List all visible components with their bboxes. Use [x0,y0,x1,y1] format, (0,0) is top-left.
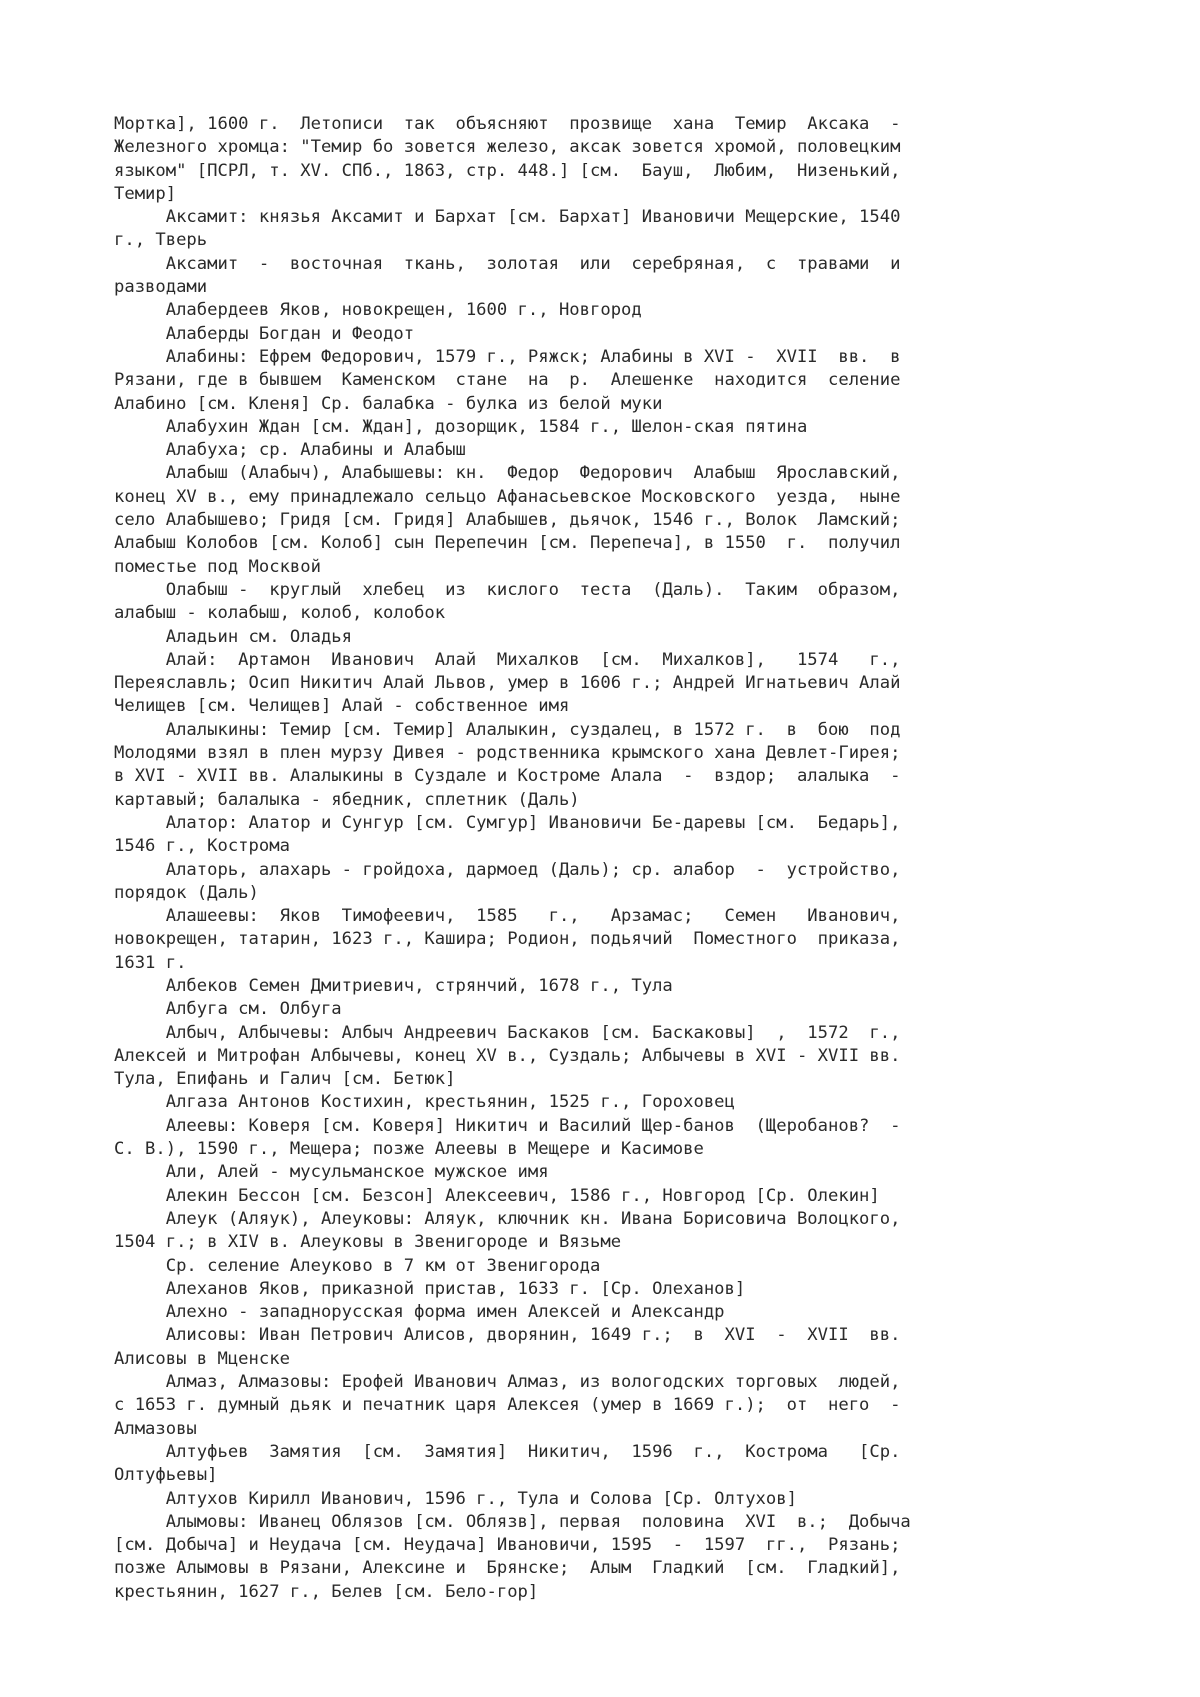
text-line: Али, Алей - мусульманское мужское имя [114,1162,549,1183]
text-line: Алай: Артамон Иванович Алай Михалков [см. Михалков], 1574 г., [114,649,901,670]
text-line: конец XV в., ему принадлежало сельцо Афанасьевское Московского уезда, ныне [114,486,901,507]
text-line: алабыш - колабыш, колоб, колобок [114,603,446,624]
text-line: Алабины: Ефрем Федорович, 1579 г., Ряжск; Алабины в XVI - XVII вв. в [114,346,901,367]
text-line: Алеевы: Коверя [см. Коверя] Никитич и Василий Щер-банов (Щеробанов? - [114,1115,901,1136]
text-line: Алтуфьев Замятия [см. Замятия] Никитич, 1596 г., Кострома [Ср. [114,1441,901,1462]
document-text [114,113,1114,1604]
text-line: Аксамит: князья Аксамит и Бархат [см. Бархат] Ивановичи Мещерские, 1540 [114,207,901,228]
text-line: Алехно - западнорусская форма имен Алексей и Александр [114,1302,725,1323]
text-line: позже Алымовы в Рязани, Алексине и Брянске; Алым Гладкий [см. Гладкий], [114,1558,901,1579]
text-line: Олтуфьевы] [114,1465,218,1486]
text-line: разводами [114,277,208,298]
text-line: Алымовы: Иванец Облязов [см. Облязв], первая половина XVI в.; Добыча [114,1511,911,1532]
text-line: Албуга см. Олбуга [114,999,342,1020]
text-line: Алтухов Кирилл Иванович, 1596 г., Тула и Солова [Ср. Олтухов] [114,1488,797,1509]
text-line: в XVI - XVII вв. Алалыкины в Суздале и Костроме Алала - вздор; алалыка - [114,766,901,787]
text-line: Алашеевы: Яков Тимофеевич, 1585 г., Арзамас; Семен Иванович, [114,906,901,927]
text-line: С. В.), 1590 г., Мещера; позже Алеевы в Мещере и Касимове [114,1139,704,1160]
text-line: порядок (Даль) [114,882,259,903]
text-line: Аладьин см. Оладья [114,626,352,647]
text-line: Алекин Бессон [см. Безсон] Алексеевич, 1586 г., Новгород [Ср. Олекин] [114,1185,880,1206]
text-line: Рязани, где в бывшем Каменском стане на р. Алешенке находится селение [114,370,901,391]
text-line: Переяславль; Осип Никитич Алай Львов, умер в 1606 г.; Андрей Игнатьевич Алай [114,673,901,694]
text-line: Алалыкины: Темир [см. Темир] Алалыкин, суздалец, в 1572 г. в бою под [114,719,901,740]
text-line: поместье под Москвой [114,556,321,577]
text-line: картавый; балалыка - ябедник, сплетник (Даль) [114,789,580,810]
text-line: 1546 г., Кострома [114,836,290,857]
text-line: Ср. селение Алеуково в 7 км от Звенигорода [114,1255,601,1276]
text-line: Алабыш Колобов [см. Колоб] сын Перепечин [см. Перепеча], в 1550 г. получил [114,533,901,554]
text-line: Албеков Семен Дмитриевич, стрянчий, 1678 г., Тула [114,975,673,996]
text-line: новокрещен, татарин, 1623 г., Кашира; Родион, подьячий Поместного приказа, [114,929,901,950]
text-line: Албыч, Албычевы: Албыч Андреевич Баскаков [см. Баскаковы] , 1572 г., [114,1022,901,1043]
text-line: Алгаза Антонов Костихин, крестьянин, 1525 г., Гороховец [114,1092,735,1113]
text-line: Алаторь, алахарь - гройдоха, дармоед (Даль); ср. алабор - устройство, [114,859,901,880]
text-line: Мортка], 1600 г. Летописи так объясняют прозвище хана Темир Аксака - [114,114,901,134]
text-line: Тула, Епифань и Галич [см. Бетюк] [114,1069,456,1090]
text-line: [см. Добыча] и Неудача [см. Неудача] Ивановичи, 1595 - 1597 гг., Рязань; [114,1535,901,1556]
text-line: Железного хромца: "Темир бо зовется железо, аксак зовется хромой, половецким [114,137,901,158]
text-line: Олабыш - круглый хлебец из кислого теста (Даль). Таким образом, [114,579,901,600]
text-line: Алабуха; ср. Алабины и Алабыш [114,440,466,461]
text-line: 1504 г.; в XIV в. Алеуковы в Звенигороде и Вязьме [114,1232,622,1253]
text-line: г., Тверь [114,230,208,251]
text-line: Алабино [см. Кленя] Ср. балабка - булка из белой муки [114,393,663,414]
text-line: Алабыш (Алабыч), Алабышевы: кн. Федор Федорович Алабыш Ярославский, [114,463,901,484]
text-line: Аксамит - восточная ткань, золотая или серебряная, с травами и [114,253,901,274]
text-line: языком" [ПСРЛ, т. XV. СПб., 1863, стр. 448.] [см. Бауш, Любим, Низенький, [114,160,901,181]
text-line: Молодями взял в плен мурзу Дивея - родственника крымского хана Девлет-Гирея; [114,743,901,764]
text-line: Алмазовы [114,1418,197,1439]
text-line: Алексей и Митрофан Албычевы, конец XV в., Суздаль; Албычевы в XVI - XVII вв. [114,1045,901,1066]
text-line: село Алабышево; Гридя [см. Гридя] Алабышев, дьячок, 1546 г., Волок Ламский; [114,510,901,531]
text-line: Алаберды Богдан и Феодот [114,323,415,344]
text-line: Темир] [114,183,177,204]
text-line: Алабухин Ждан [см. Ждан], дозорщик, 1584 г., Шелон-ская пятина [114,416,808,437]
text-line: Алмаз, Алмазовы: Ерофей Иванович Алмаз, из вологодских торговых людей, [114,1372,901,1393]
text-line: Челищев [см. Челищев] Алай - собственное имя [114,696,570,717]
text-line: с 1653 г. думный дьяк и печатник царя Алексея (умер в 1669 г.); от него - [114,1395,901,1416]
text-line: Алеханов Яков, приказной пристав, 1633 г. [Ср. Олеханов] [114,1278,746,1299]
text-line: Алисовы: Иван Петрович Алисов, дворянин, 1649 г.; в XVI - XVII вв. [114,1325,901,1346]
text-line: 1631 г. [114,952,187,973]
text-line: крестьянин, 1627 г., Белев [см. Бело-гор] [114,1581,539,1602]
text-line: Алисовы в Мценске [114,1348,290,1369]
text-line: Алатор: Алатор и Сунгур [см. Сумгур] Ивановичи Бе-даревы [см. Бедарь], [114,812,901,833]
text-line: Алеук (Аляук), Алеуковы: Аляук, ключник кн. Ивана Борисовича Волоцкого, [114,1208,901,1229]
text-line: Алабердеев Яков, новокрещен, 1600 г., Новгород [114,300,642,321]
